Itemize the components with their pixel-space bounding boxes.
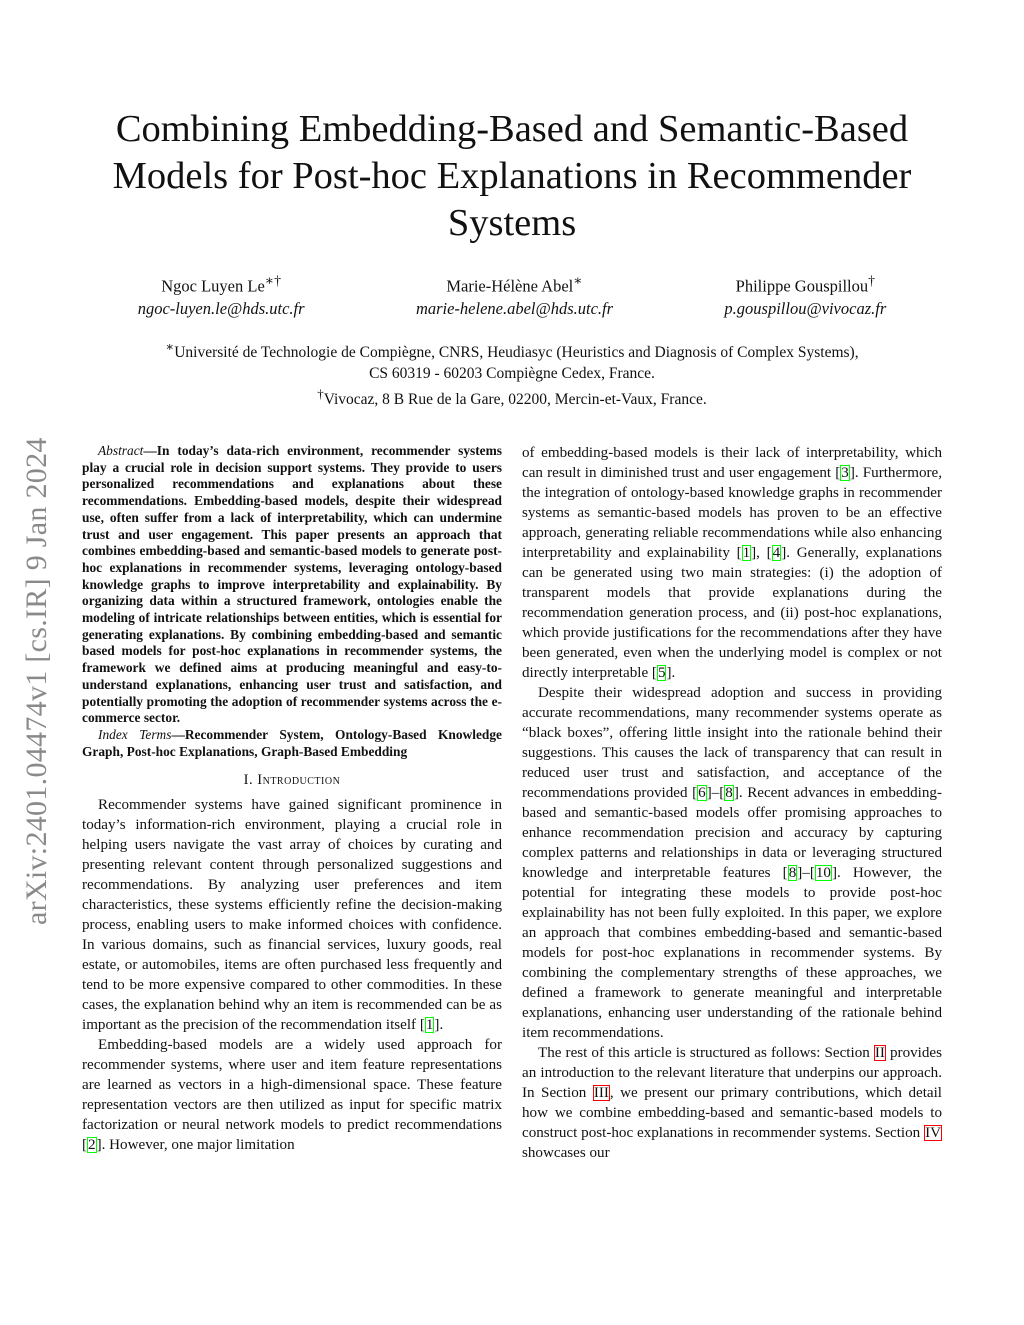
body-text: ]. Generally, explanations can be generated using two main strategies: (i) the adoption of transparent models that provide explanations during the recommendation generation process, and (ii) post-hoc explanations, which provide justifications for the recommendations after they have been generated, even when the underlying model is complex or not directly interpretable [: [522, 545, 942, 681]
author-email[interactable]: ngoc-luyen.le@hds.utc.fr: [137, 298, 305, 318]
body-text: ]. However, one major limitation: [96, 1137, 295, 1154]
author: [724, 270, 886, 320]
author-name: Ngoc Luyen Le: [161, 276, 265, 296]
body-text: ]–[: [706, 785, 725, 801]
body-text: of embedding-based models is their lack of interpretability, which can result in diminished trust and user engagement [: [522, 445, 942, 481]
section-link[interactable]: IV: [925, 1125, 941, 1141]
body-text: ].: [434, 1017, 444, 1034]
left-body: [82, 795, 502, 1155]
affiliation-mark: †: [317, 386, 324, 402]
left-column: [82, 443, 502, 1155]
citation-link[interactable]: 8: [725, 785, 733, 801]
body-text: ].: [666, 665, 676, 681]
abstract-label: Abstract: [98, 443, 144, 458]
right-column: [522, 443, 942, 1163]
citation-link[interactable]: 3: [841, 465, 849, 481]
index-terms-text: —Recommender System, Ontology-Based Knowledge Graph, Post-hoc Explanations, Graph-Based Embedding: [82, 726, 502, 759]
affiliation-line: [82, 384, 942, 411]
author: [138, 270, 305, 320]
title-line: Models for Post-hoc Explanations in Recommender: [112, 155, 912, 197]
citation-link[interactable]: 6: [698, 785, 706, 801]
author: [416, 270, 613, 320]
abstract-paragraph: [82, 443, 502, 727]
affiliation-line: [82, 337, 942, 364]
author-name: Marie-Hélène Abel: [446, 276, 574, 296]
affiliation-text: Université de Technologie de Compiègne, CNRS, Heudiasyc (Heuristics and Diagnosis of Complex Systems),: [174, 344, 859, 362]
abstract: [82, 443, 502, 760]
body-paragraph: [82, 795, 502, 1035]
title-line: Systems: [447, 202, 577, 244]
paper-title: [60, 106, 964, 247]
arxiv-watermark: arXiv:2401.04474v1 [cs.IR] 9 Jan 2024: [20, 437, 53, 925]
body-text: ], [: [751, 545, 772, 561]
section-heading: [82, 770, 502, 790]
body-text: ]. However, the potential for integrating these models to provide post-hoc explainability has not been fully exploited. In this paper, we explore an approach that combines embedding-based and semantic-based models for post-hoc explanations in recommender systems. By combining the complementary strengths of these approaches, we defined a framework to generate meaningful and interpretable explanations, enhancing user understanding of the rationale behind item recommendations.: [522, 865, 942, 1041]
author-marks: ∗†: [264, 273, 281, 288]
body-paragraph: [522, 443, 942, 683]
body-text: , we present our primary contributions, which detail how we combine embedding-based and semantic-based models to construct post-hoc explanations in recommender systems. Section: [522, 1085, 942, 1141]
right-body: [522, 443, 942, 1163]
section-link[interactable]: II: [874, 1045, 885, 1061]
author-email[interactable]: marie-helene.abel@hds.utc.fr: [415, 298, 614, 318]
body-paragraph: [522, 683, 942, 1043]
citation-link[interactable]: 1: [425, 1017, 434, 1034]
section-name: Introduction: [257, 772, 341, 789]
author-list: [82, 270, 942, 320]
citation-link[interactable]: 4: [772, 545, 781, 561]
abstract-text: —In today’s data-rich environment, recommender systems play a crucial role in decision support systems. They provide to users personalized recommendations and explanations about these recommendations. Embedding-based models, despite their widespread use, often suffer from a lack of interpretability, which can undermine trust and user engagement. This paper presents an approach that combines embedding-based and semantic-based models to generate post-hoc explanations in recommender systems, leveraging ontology-based knowledge graphs to improve interpretability and explainability. By organizing data within a structured framework, ontologies enable the modeling of intricate relationships between entities, which is essential for generating explanations. By combining embedding-based and semantic based models for post-hoc explanations in recommender systems, the framework we defined aims at producing meaningful and easy-to-understand explanations, enhancing user trust and satisfaction, and potentially promoting the adoption of recommender systems across the e-commerce sector.: [82, 443, 502, 726]
author-marks: ∗: [573, 273, 583, 288]
body-text: provides an introduction to the relevant literature that underpins our approach. In Section: [522, 1045, 942, 1101]
body-text: The rest of this article is structured as follows: Section: [538, 1045, 874, 1061]
title-line: Combining Embedding-Based and Semantic-Based: [115, 108, 909, 150]
body-paragraph: [82, 1035, 502, 1155]
body-text: Despite their widespread adoption and success in providing accurate recommendations, many recommender systems operate as “black boxes”, offering little insight into the rationale behind their suggestions. This causes the lack of transparency that can result in reduced user trust and satisfaction, and acceptance of the recommendations provided [: [522, 685, 942, 801]
affiliation-text: CS 60319 - 60203 Compiègne Cedex, France.: [369, 364, 655, 382]
section-link[interactable]: III: [593, 1085, 609, 1101]
affiliation-line: [82, 364, 942, 385]
index-terms: [82, 727, 502, 760]
body-text: ]. Furthermore, the integration of ontology-based knowledge graphs in recommender systems as semantic-based models has proven to be an effective approach, generating reliable recommendations while also enhancing interpretability and explainability [: [522, 465, 942, 561]
body-text: Embedding-based models are a widely used approach for recommender systems, where user and item feature representations are learned as vectors in a high-dimensional space. These feature representation vectors are then utilized as input for specific matrix factorization or neural network models to predict recommendations [: [82, 1037, 502, 1154]
citation-link[interactable]: 1: [742, 545, 751, 561]
body-text: ]. Recent advances in embedding-based and semantic-based models offer promising approaches to enhance recommendation precision and accuracy by capturing complex patterns and relationships in data or leveraging structured knowledge and interpretable features [: [522, 785, 942, 881]
author-email[interactable]: p.gouspillou@vivocaz.fr: [724, 298, 887, 318]
citation-link[interactable]: 8: [788, 865, 797, 881]
citation-link[interactable]: 2: [88, 1137, 96, 1154]
index-terms-label: Index Terms: [98, 726, 172, 742]
author-marks: †: [868, 273, 876, 288]
affiliation-mark: ∗: [165, 339, 175, 354]
author-name: Philippe Gouspillou: [735, 276, 869, 296]
body-text: ]–[: [797, 865, 815, 881]
body-paragraph: [522, 1043, 942, 1163]
body-text: showcases our: [522, 1145, 610, 1161]
section-number: I.: [243, 772, 254, 789]
citation-link[interactable]: 10: [815, 865, 831, 881]
affiliations: [82, 337, 942, 411]
body-text: Recommender systems have gained significant prominence in today’s information-rich environment, playing a crucial role in helping users navigate the vast array of choices by curating and presenting relevant content through personalized suggestions and recommendations. By analyzing user preferences and item characteristics, these systems efficiently refine the decision-making process, enabling users to make informed choices with confidence. In various domains, such as financial services, luxury goods, real estate, or automobiles, items are often purchased less frequently and tend to be more expensive compared to other commodities. In these cases, the explanation behind why an item is recommended can be as important as the precision of the recommendation itself [: [82, 797, 502, 1034]
affiliation-text: Vivocaz, 8 B Rue de la Gare, 02200, Mercin-et-Vaux, France.: [323, 391, 707, 409]
citation-link[interactable]: 5: [657, 665, 666, 681]
